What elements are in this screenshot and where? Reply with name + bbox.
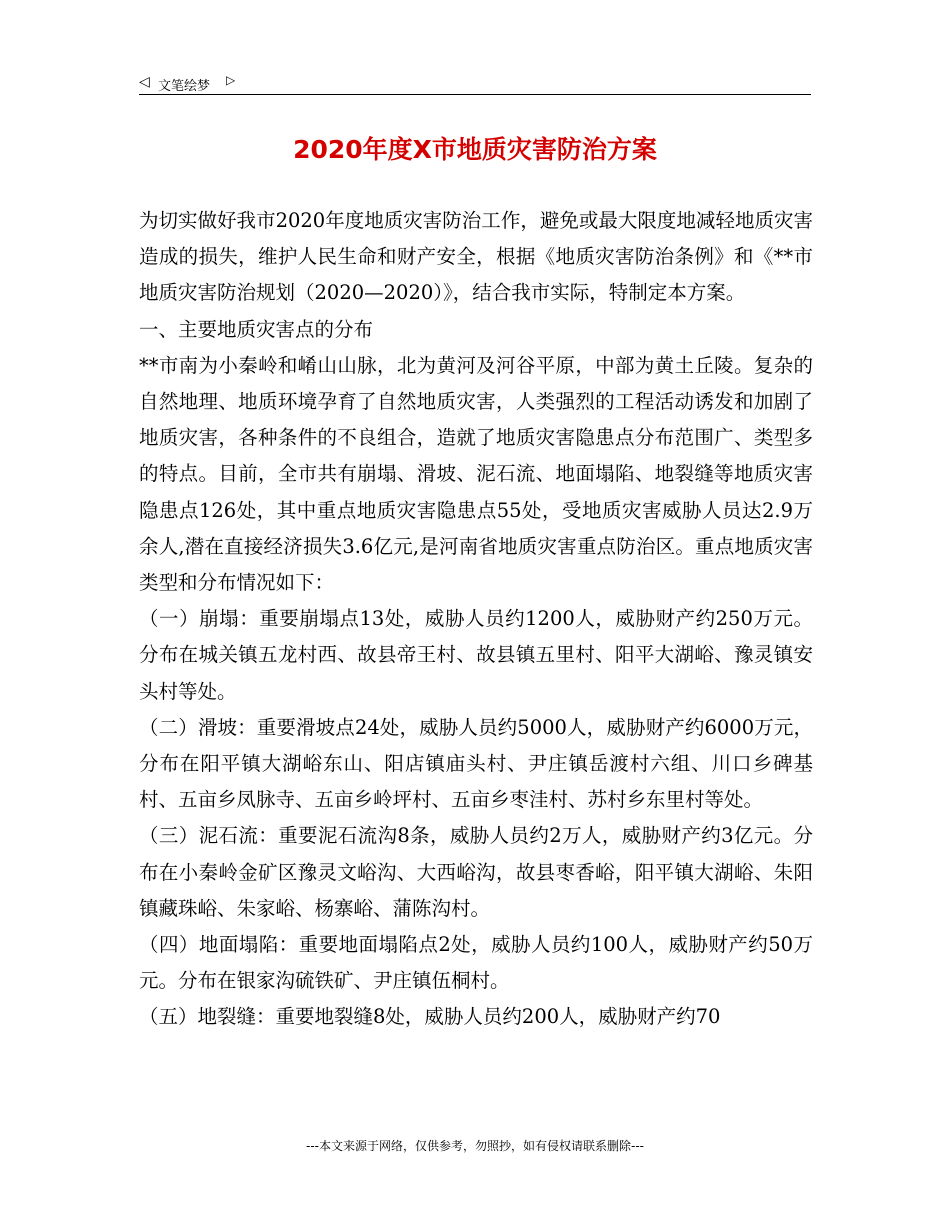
page-footer: ---本文来源于网络，仅供参考，勿照抄，如有侵权请联系删除--- — [306, 1139, 644, 1153]
list-item-debris-flow: （三）泥石流：重要泥石流沟8条，威胁人员约2万人，威胁财产约3亿元。分布在小秦岭金矿区豫灵文峪沟、大西峪沟，故县枣香峪，阳平镇大湖峪、朱阳镇藏珠峪、朱家峪、杨寨峪、蒲陈沟村。 — [139, 824, 813, 920]
body-paragraph: **市南为小秦岭和崤山山脉，北为黄河及河谷平原，中部为黄土丘陵。复杂的自然地理、地质环境孕育了自然地质灾害，人类强烈的工程活动诱发和加剧了地质灾害，各种条件的不良组合，造就了地质灾害隐患点分布范围广、类型多的特点。目前，全市共有崩塌、滑坡、泥石流、地面塌陷、地裂缝等地质灾害隐患点126处，其中重点地质灾害隐患点55处，受地质灾害威胁人员达2.9万余人,潜在直接经济损失3.6亿元,是河南省地质灾害重点防治区。重点地质灾害类型和分布情况如下： — [139, 353, 813, 595]
list-item-ground-subsidence: （四）地面塌陷：重要地面塌陷点2处，威胁人员约100人，威胁财产约50万元。分布在银家沟硫铁矿、尹庄镇伍桐村。 — [139, 933, 813, 993]
left-triangle-icon: ◁ — [139, 74, 150, 90]
document-body — [139, 203, 813, 1036]
list-item-ground-fissure: （五）地裂缝：重要地裂缝8处，威胁人员约200人，威胁财产约70 — [139, 1005, 721, 1029]
list-item-landslide: （二）滑坡：重要滑坡点24处，威胁人员约5000人，威胁财产约6000万元，分布在阳平镇大湖峪东山、阳店镇庙头村、尹庄镇岳渡村六组、川口乡碑基村、五亩乡凤脉寺、五亩乡岭坪村、五亩乡枣洼村、苏村乡东里村等处。 — [139, 715, 813, 812]
document-title: 2020年度X市地质灾害防治方案 — [293, 135, 657, 164]
right-triangle-icon: ▷ — [226, 73, 236, 87]
intro-paragraph: 为切实做好我市2020年度地质灾害防治工作，避免或最大限度地减轻地质灾害造成的损失，维护人民生命和财产安全，根据《地质灾害防治条例》和《**市地质灾害防治规划（2020—2020）》，结合我市实际，特制定本方案。 — [139, 209, 813, 305]
header-brand: 文笔绘梦 — [158, 79, 211, 94]
section-heading: 一、主要地质灾害点的分布 — [139, 317, 374, 341]
list-item-collapse: （一）崩塌：重要崩塌点13处，威胁人员约1200人，威胁财产约250万元。分布在城关镇五龙村西、故县帝王村、故县镇五里村、阳平大湖峪、豫灵镇安头村等处。 — [139, 607, 813, 703]
page-header — [139, 72, 811, 95]
